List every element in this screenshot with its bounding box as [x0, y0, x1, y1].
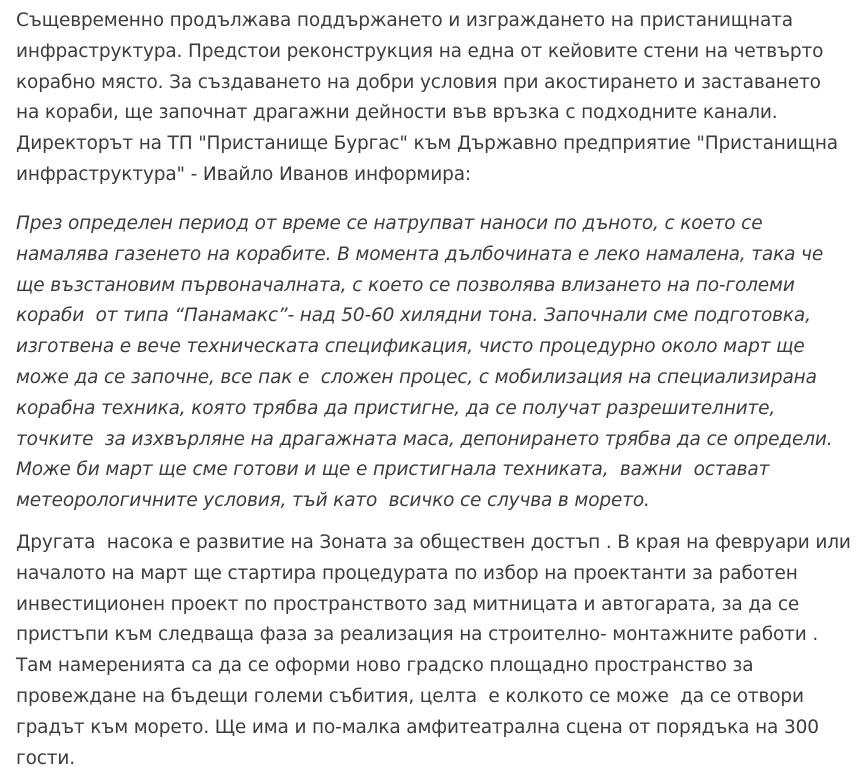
- quote-line: изготвена е вече техническата спецификация, чисто процедурно около март ще: [16, 336, 805, 358]
- quote-line: метеорологичните условия, тъй като всичко се случва в морето.: [16, 490, 650, 512]
- quote-line: ще възстановим първоначалната, с което се позволява влизането на по-големи: [16, 274, 795, 296]
- text-line: на кораби, ще започнат драгажни дейности във връзка с подходните канали.: [16, 102, 778, 124]
- quote-line: точките за изхвърляне на драгажната маса, депонирането трябва да се определи.: [16, 428, 833, 450]
- text-line: пристъпи към следваща фаза за реализация на строително- монтажните работи .: [16, 624, 819, 646]
- text-line: Там намеренията са да се оформи ново градско площадно пространство за: [16, 655, 754, 677]
- text-line: началото на март ще стартира процедурата по избор на проектанти за работен: [16, 562, 798, 584]
- quote-line: корабна техника, която трябва да пристигне, да се получат разрешителните,: [16, 397, 776, 419]
- text-line: инфраструктура. Предстои реконструкция на една от кейовите стени на четвърто: [16, 40, 824, 62]
- paragraph-public-access-zone: [16, 528, 851, 774]
- quote-line: Може би март ще сме готови и ще е пристигнала техниката, важни остават: [16, 459, 770, 481]
- quote-line: кораби от типа “Панамакс”- над 50-60 хилядни тона. Започнали сме подготовка,: [16, 305, 811, 327]
- paragraph-port-infrastructure: [16, 6, 838, 191]
- quote-line: През определен период от време се натрупват наноси по дъното, с което се: [16, 213, 763, 234]
- text-line: корабно място. За създаването на добри условия при акостирането и заставането: [16, 71, 821, 93]
- text-line: провеждане на бъдещи големи събития, целта е колкото се може да се отвори: [16, 685, 804, 707]
- text-line: гости.: [16, 747, 75, 769]
- text-line: градът към морето. Ще има и по-малка амфитеатрална сцена от порядъка на 300: [16, 716, 819, 738]
- text-line: Директорът на ТП "Пристанище Бургас" към Държавно предприятие "Пристанищна: [16, 133, 838, 155]
- quote-line: може да се започне, все пак е сложен процес, с мобилизация на специализирана: [16, 366, 817, 388]
- quote-line: намалява газенето на корабите. В момента дълбочината е леко намалена, така че: [16, 243, 824, 265]
- text-line: инвестиционен проект по пространството зад митницата и автогарата, за да се: [16, 593, 800, 615]
- text-line: Другата насока е развитие на Зоната за обществен достъп . В края на февруари или: [16, 532, 851, 553]
- text-line: Същевременно продължава поддържането и изграждането на пристанищната: [16, 10, 793, 31]
- text-line: инфраструктура" - Ивайло Иванов информира:: [16, 163, 471, 185]
- quote-paragraph: [16, 209, 833, 517]
